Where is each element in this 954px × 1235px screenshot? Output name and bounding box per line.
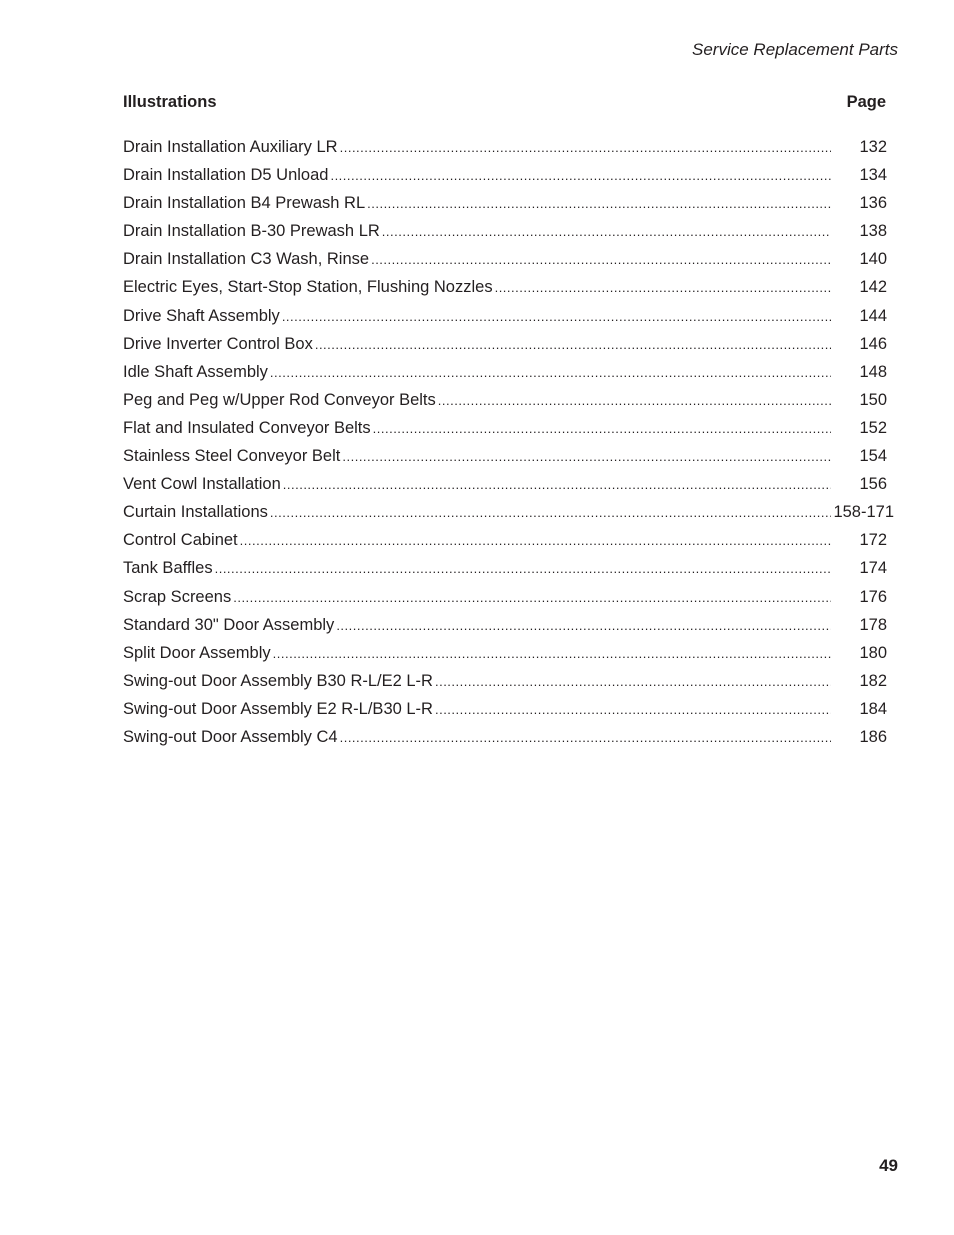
dot-leader <box>435 671 831 693</box>
toc-entry-page: 180 <box>859 643 887 662</box>
toc-entry-title: Swing-out Door Assembly B30 R-L/E2 L-R <box>123 671 433 690</box>
toc-entry[interactable] <box>123 220 894 248</box>
illustrations-heading: Illustrations <box>123 93 217 111</box>
toc-entry-title: Drain Installation B4 Prewash RL <box>123 194 366 213</box>
running-header: Service Replacement Parts <box>692 40 898 59</box>
dot-leader <box>270 502 831 524</box>
toc-entry-title: Tank Baffles <box>123 559 213 578</box>
table-of-contents <box>123 136 894 754</box>
toc-entry-title: Drain Installation C3 Wash, Rinse <box>123 250 370 269</box>
page-number: 49 <box>879 1156 898 1175</box>
column-headers <box>123 93 886 113</box>
dot-leader <box>330 165 831 187</box>
dot-leader <box>367 193 831 215</box>
toc-entry-page: 186 <box>859 727 887 746</box>
toc-entry-page: 152 <box>859 418 887 437</box>
toc-entry-page: 142 <box>859 278 887 297</box>
dot-leader <box>340 727 831 749</box>
toc-entry-title: Drain Installation B-30 Prewash LR <box>123 222 380 241</box>
toc-entry-title: Split Door Assembly <box>123 643 271 662</box>
toc-entry-page: 184 <box>859 699 887 718</box>
toc-entry[interactable] <box>123 473 894 501</box>
toc-entry-title: Idle Shaft Assembly <box>123 362 268 381</box>
toc-entry[interactable] <box>123 726 894 754</box>
toc-entry-page: 158-171 <box>833 503 894 522</box>
toc-entry-title: Electric Eyes, Start-Stop Station, Flushing Nozzles <box>123 278 493 297</box>
toc-entry-title: Drain Installation Auxiliary LR <box>123 138 338 156</box>
toc-entry[interactable] <box>123 248 894 276</box>
toc-entry[interactable] <box>123 389 894 417</box>
dot-leader <box>435 699 831 721</box>
toc-entry[interactable] <box>123 164 894 192</box>
toc-entry-page: 176 <box>859 587 887 606</box>
toc-entry[interactable] <box>123 333 894 361</box>
toc-entry-title: Swing-out Door Assembly E2 R-L/B30 L-R <box>123 699 433 718</box>
toc-entry-page: 172 <box>859 531 887 550</box>
toc-entry-page: 148 <box>859 362 887 381</box>
toc-entry[interactable] <box>123 136 894 164</box>
dot-leader <box>342 446 831 468</box>
dot-leader <box>371 249 831 271</box>
toc-entry-title: Drive Shaft Assembly <box>123 306 280 325</box>
toc-entry-page: 134 <box>859 166 887 185</box>
toc-entry-page: 132 <box>859 138 887 156</box>
toc-entry-title: Peg and Peg w/Upper Rod Conveyor Belts <box>123 390 436 409</box>
dot-leader <box>495 277 831 299</box>
dot-leader <box>382 221 831 243</box>
toc-entry-title: Drive Inverter Control Box <box>123 334 313 353</box>
dot-leader <box>340 137 831 159</box>
toc-entry-page: 156 <box>859 475 887 494</box>
dot-leader <box>315 334 831 356</box>
toc-entry[interactable] <box>123 586 894 614</box>
dot-leader <box>215 558 831 580</box>
toc-entry-page: 146 <box>859 334 887 353</box>
toc-entry[interactable] <box>123 642 894 670</box>
toc-entry-page: 182 <box>859 671 887 690</box>
toc-entry[interactable] <box>123 557 894 585</box>
toc-entry-title: Flat and Insulated Conveyor Belts <box>123 418 371 437</box>
toc-entry-page: 150 <box>859 390 887 409</box>
toc-entry[interactable] <box>123 529 894 557</box>
toc-entry-page: 178 <box>859 615 887 634</box>
toc-entry[interactable] <box>123 501 894 529</box>
toc-entry-title: Drain Installation D5 Unload <box>123 166 329 185</box>
toc-entry-page: 140 <box>859 250 887 269</box>
toc-entry[interactable] <box>123 698 894 726</box>
toc-entry-title: Swing-out Door Assembly C4 <box>123 727 338 746</box>
dot-leader <box>240 530 831 552</box>
toc-entry-title: Control Cabinet <box>123 531 238 550</box>
toc-entry-title: Standard 30" Door Assembly <box>123 615 335 634</box>
dot-leader <box>336 615 831 637</box>
toc-entry[interactable] <box>123 192 894 220</box>
toc-entry[interactable] <box>123 670 894 698</box>
toc-entry-title: Stainless Steel Conveyor Belt <box>123 447 341 466</box>
toc-entry-title: Scrap Screens <box>123 587 232 606</box>
toc-entry-title: Vent Cowl Installation <box>123 475 281 494</box>
dot-leader <box>438 390 831 412</box>
dot-leader <box>273 643 831 665</box>
toc-entry-page: 138 <box>859 222 887 241</box>
dot-leader <box>282 306 831 328</box>
dot-leader <box>373 418 831 440</box>
dot-leader <box>233 587 831 609</box>
dot-leader <box>283 474 831 496</box>
toc-entry[interactable] <box>123 445 894 473</box>
toc-entry-page: 136 <box>859 194 887 213</box>
toc-entry[interactable] <box>123 361 894 389</box>
dot-leader <box>270 362 831 384</box>
toc-entry[interactable] <box>123 614 894 642</box>
toc-entry-page: 154 <box>859 447 887 466</box>
toc-entry[interactable] <box>123 417 894 445</box>
toc-entry[interactable] <box>123 276 894 304</box>
toc-entry-page: 144 <box>859 306 887 325</box>
toc-entry[interactable] <box>123 305 894 333</box>
toc-entry-page: 174 <box>859 559 887 578</box>
toc-entry-title: Curtain Installations <box>123 503 268 522</box>
page-heading: Page <box>846 93 886 111</box>
